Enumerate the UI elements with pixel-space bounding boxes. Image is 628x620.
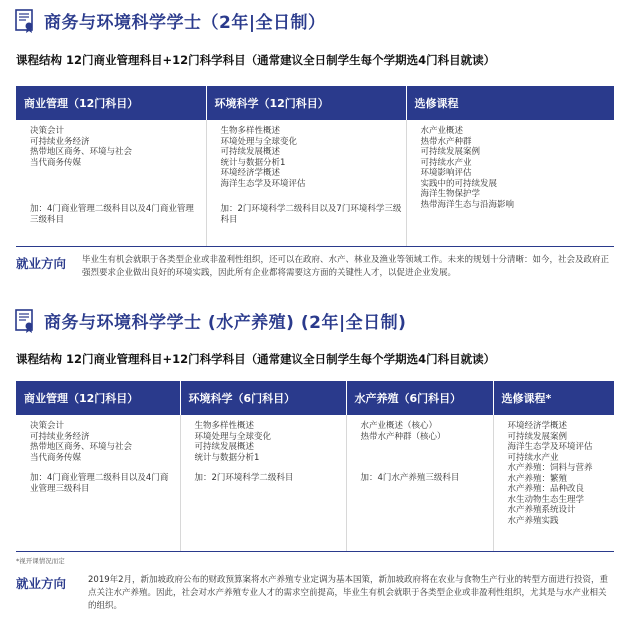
course-item: 可持续水产业	[507, 452, 559, 463]
course-item: 水生动物生态生理学	[507, 494, 585, 505]
course-column	[493, 415, 614, 551]
section-1-title-row	[14, 8, 326, 33]
course-column	[406, 120, 614, 246]
column-header: 商业管理（12门科目）	[16, 381, 180, 415]
column-header: 选修课程*	[493, 381, 614, 415]
course-item: 水产养殖：品种改良	[507, 484, 585, 494]
course-item: 环境处理与全球变化	[220, 136, 298, 147]
column-header: 水产养殖（6门科目）	[346, 381, 493, 415]
section-title: 商务与环境科学学士 (水产养殖) (2年|全日制)	[44, 313, 407, 333]
course-item: 生物多样性概述	[194, 421, 255, 431]
course-item: 热带海洋生态与沿海影响	[420, 199, 515, 210]
course-item: 可持续发展案例	[420, 147, 481, 157]
section-title: 商务与环境科学学士（2年|全日制）	[44, 13, 326, 33]
course-item: 环境处理与全球变化	[194, 431, 272, 442]
course-item: 热带水产种群	[420, 136, 472, 147]
course-item: 水产养殖系统设计	[507, 505, 576, 515]
course-item: 热带水产种群（核心）	[360, 431, 446, 442]
additional-note: 加：4门商业管理二级科目以及4门商业管理三级科目	[30, 204, 194, 225]
career-section	[16, 254, 610, 280]
course-item: 水产业概述	[420, 126, 464, 136]
course-item: 可持续发展案例	[507, 431, 568, 442]
additional-note: 加：2门环境科学二级科目以及7门环境科学三级科目	[220, 204, 402, 225]
career-label: 就业方向	[16, 256, 67, 271]
column-header: 商业管理（12门科目）	[16, 86, 206, 120]
course-item: 热带地区商务、环境与社会	[30, 442, 133, 452]
career-text: 毕业生有机会就职于各类型企业或非盈利性组织，还可以在政府、水产、林业及渔业等领域工作。未来的规划十分清晰：如今，社会及政府正强烈要求企业做出良好的环境实践，因此所有企业都将需要这方面的关键性人才，以促进企业发展。	[82, 255, 610, 278]
additional-note: 加：4门商业管理二级科目以及4门商业管理三级科目	[30, 473, 169, 494]
program-table	[16, 86, 614, 247]
course-item: 水产业概述（核心）	[360, 421, 438, 431]
column-header: 环境科学（6门科目）	[180, 381, 346, 415]
course-item: 可持续业务经济	[30, 136, 90, 147]
section-2-title-row	[14, 308, 406, 333]
certificate-icon	[14, 9, 36, 33]
course-item: 当代商务传媒	[30, 452, 82, 463]
course-item: 实践中的可持续发展	[420, 178, 498, 189]
certificate-icon	[14, 309, 36, 333]
column-header: 环境科学（12门科目）	[206, 86, 406, 120]
course-item: 可持续水产业	[420, 157, 472, 168]
course-item: 海洋生物保护学	[420, 189, 481, 199]
course-item: 可持续业务经济	[30, 431, 90, 442]
course-item: 环境影响评估	[420, 168, 472, 178]
course-structure: 课程结构 12门商业管理科目+12门科学科目（通常建议全日制学生每个学期选4门科目就读）	[16, 352, 496, 366]
course-item: 可持续发展概述	[220, 147, 281, 157]
footnote: *视开课情况而定	[16, 557, 65, 565]
additional-note: 加：2门环境科学二级科目	[194, 473, 294, 483]
course-structure: 课程结构 12门商业管理科目+12门科学科目（通常建议全日制学生每个学期选4门科目就读）	[16, 53, 496, 67]
column-header: 选修课程	[406, 86, 614, 120]
career-text: 2019年2月，新加坡政府公布的财政预算案将水产养殖专业定调为基本国策，新加坡政府将在农业与食物生产行业的转型方面进行投资，重点关注水产养殖。因此，社会对水产养殖专业人才的需求空前提高，毕业生有机会就职于各类型企业或非盈利性组织，尤其是与水产业相关的组织。	[88, 575, 609, 611]
course-column	[206, 120, 406, 246]
course-item: 水产养殖实践	[507, 515, 559, 526]
course-item: 统计与数据分析1	[220, 157, 286, 168]
course-item: 统计与数据分析1	[194, 452, 260, 463]
course-item: 决策会计	[30, 126, 65, 136]
program-table	[16, 381, 614, 552]
course-item: 可持续发展概述	[194, 442, 255, 452]
course-item: 水产养殖：饲料与营养	[507, 463, 593, 473]
course-item: 热带地区商务、环境与社会	[30, 147, 133, 157]
course-item: 决策会计	[30, 421, 65, 431]
course-column	[180, 415, 346, 551]
course-item: 环境经济学概述	[507, 421, 568, 431]
course-item: 水产养殖：繁殖	[507, 473, 568, 484]
additional-note: 加：4门水产养殖三级科目	[360, 473, 460, 483]
course-item: 海洋生态学及环境评估	[507, 442, 593, 452]
course-item: 生物多样性概述	[220, 126, 281, 136]
course-column	[346, 415, 493, 551]
career-section	[16, 574, 610, 613]
course-item: 当代商务传媒	[30, 157, 82, 168]
course-column	[16, 415, 180, 551]
career-label: 就业方向	[16, 576, 67, 591]
course-item: 海洋生态学及环境评估	[220, 178, 306, 189]
course-item: 环境经济学概述	[220, 168, 281, 178]
course-column	[16, 120, 206, 246]
